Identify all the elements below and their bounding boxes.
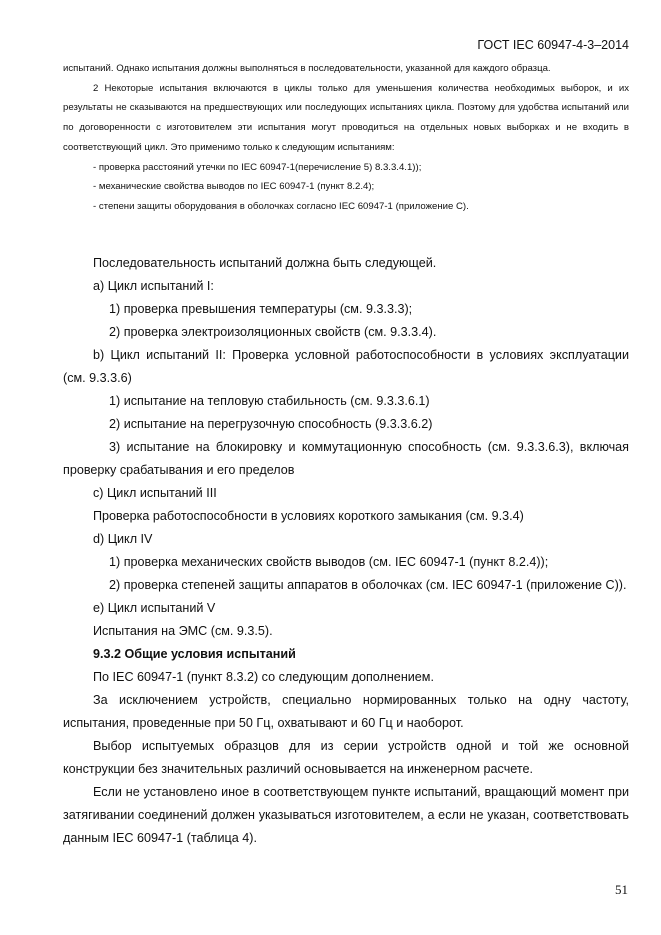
cycle-a-item-2: 2) проверка электроизоляционных свойств (см. 9.3.3.4). <box>109 325 437 339</box>
paragraph: По IEC 60947-1 (пункт 8.3.2) со следующим дополнением. <box>93 670 434 684</box>
note-list-item: - степени защиты оборудования в оболочках согласно IEC 60947-1 (приложение C). <box>93 200 469 212</box>
cycle-b-item-1: 1) испытание на тепловую стабильность (см. 9.3.3.6.1) <box>109 394 430 408</box>
cycle-e-heading: e) Цикл испытаний V <box>93 601 216 615</box>
note-2: 2 Некоторые испытания включаются в циклы только для уменьшения количества необходимых выборок, и их результаты не сказываются на предшествующих или последующих испытаниях цикла. Поэтому для удобства испытаний или по договоренности с изготовителем эти испытания могут проводиться на отдельных новых выборках и не входить в соответствующий цикл. Это применимо только к следующим испытаниям: <box>63 82 629 153</box>
section-heading: 9.3.2 Общие условия испытаний <box>93 647 296 661</box>
cycle-d-item-2: 2) проверка степеней защиты аппаратов в оболочках (см. IEC 60947-1 (приложение C)). <box>109 578 627 592</box>
cycle-b-heading: b) Цикл испытаний II: Проверка условной работоспособности в условиях эксплуатации (см. 9.3.3.6) <box>63 348 629 385</box>
notes-block <box>63 59 629 217</box>
main-text <box>63 252 629 850</box>
paragraph: За исключением устройств, специально нормированных только на одну частоту, испытания, проведенные при 50 Гц, охватывают и 60 Гц и наоборот. <box>63 693 629 730</box>
page-number: 51 <box>615 882 628 897</box>
sequence-intro: Последовательность испытаний должна быть следующей. <box>93 256 437 270</box>
paragraph: Выбор испытуемых образцов для из серии устройств одной и той же основной конструкции без значительных различий основывается на инженерном расчете. <box>63 739 629 776</box>
cycle-a-heading: а) Цикл испытаний I: <box>93 279 214 293</box>
cycle-d-heading: d) Цикл IV <box>93 532 153 546</box>
cycle-b-item-2: 2) испытание на перегрузочную способность (9.3.3.6.2) <box>109 417 433 431</box>
cycle-a-item-1: 1) проверка превышения температуры (см. 9.3.3.3); <box>109 302 413 316</box>
cycle-d-item-1: 1) проверка механических свойств выводов (см. IEC 60947-1 (пункт 8.2.4)); <box>109 555 549 569</box>
note-continuation: испытаний. Однако испытания должны выполняться в последовательности, указанной для каждого образца. <box>63 63 551 74</box>
cycle-e-text: Испытания на ЭМС (см. 9.3.5). <box>93 624 273 638</box>
cycle-b-item-3: 3) испытание на блокировку и коммутационную способность (см. 9.3.3.6.3), включая проверку срабатывания и его пределов <box>63 440 629 477</box>
paragraph: Если не установлено иное в соответствующем пункте испытаний, вращающий момент при затягивании соединений должен указываться изготовителем, а если не указан, соответствовать данным IEC 60947-1 (таблица 4). <box>63 785 629 845</box>
cycle-c-heading: c) Цикл испытаний III <box>93 486 217 500</box>
note-list-item: - механические свойства выводов по IEC 60947-1 (пункт 8.2.4); <box>93 181 375 193</box>
note-list-item: - проверка расстояний утечки по IEC 60947-1(перечисление 5) 8.3.3.4.1)); <box>93 161 422 173</box>
cycle-c-text: Проверка работоспособности в условиях короткого замыкания (см. 9.3.4) <box>93 509 524 523</box>
document-id: ГОСТ IEC 60947-4-3–2014 <box>477 38 629 52</box>
